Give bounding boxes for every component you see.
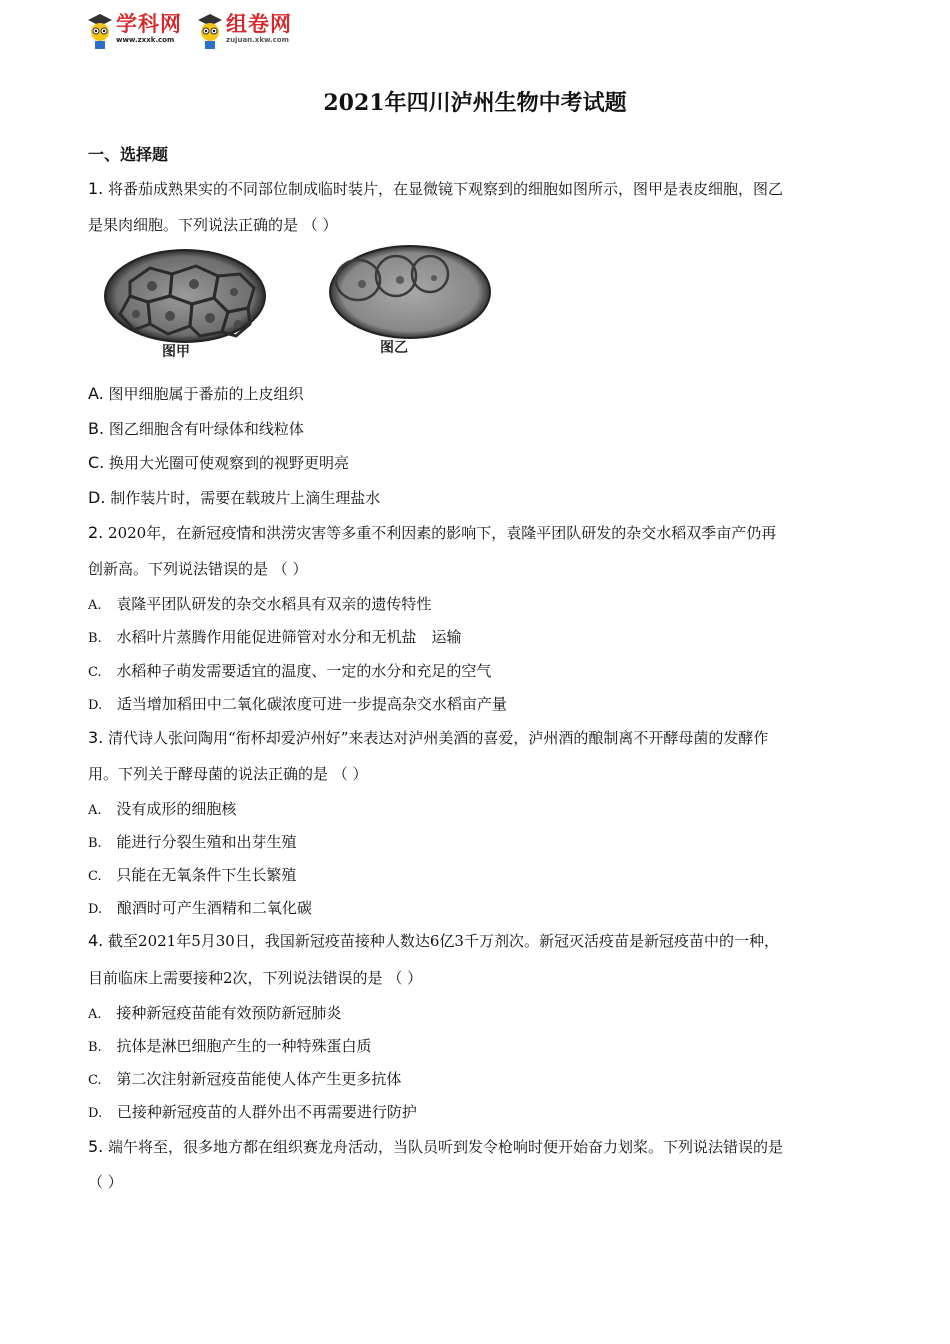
option-letter: C. [88,453,105,472]
option[interactable] [88,798,236,822]
section-heading: 一、选择题 [88,145,169,164]
option-text: 换用大光圈可使观察到的视野更明亮 [109,454,350,472]
option[interactable] [88,1035,371,1059]
question-line [88,967,422,989]
option-text: 制作装片时，需要在载玻片上滴生理盐水 [110,489,381,507]
question-line [88,214,338,236]
figure-caption-b: 图乙 [380,340,408,356]
option-letter: B. [88,419,105,438]
question-line [88,178,783,200]
question-text: 端午将至，很多地方都在组织赛龙舟活动，当队员听到发令枪响时便开始奋力划桨。下列说法错误的是 [108,1138,784,1156]
mascot-icon [86,12,114,50]
question-line [88,930,779,952]
question-number: 3. [88,728,104,747]
header-logos [86,12,292,56]
question-line [88,558,308,580]
option-text: 水稻种子萌发需要适宜的温度、一定的水分和充足的空气 [116,662,492,680]
figure-caption-a: 图甲 [162,344,190,360]
option-text: 水稻叶片蒸腾作用能促进筛管对水分和无机盐 运输 [116,628,462,646]
question-text: 目前临床上需要接种2次，下列说法错误的是 （ ） [88,969,423,987]
question-line [88,522,776,544]
option-text: 接种新冠疫苗能有效预防新冠肺炎 [116,1004,342,1022]
option-text: 没有成形的细胞核 [116,800,237,818]
question-text: 截至2021年5月30日，我国新冠疫苗接种人数达6亿3千万剂次。新冠灭活疫苗是新冠疫苗中的一种， [108,932,779,950]
option-letter: D. [88,698,103,713]
option-text: 图甲细胞属于番茄的上皮组织 [108,385,304,403]
option[interactable] [88,418,304,440]
option[interactable] [88,864,296,888]
question-text: 是果肉细胞。下列说法正确的是 （ ） [88,216,338,234]
option-letter: B. [88,1040,102,1055]
logo-url: www.zxxk.com [116,36,175,44]
option-text: 抗体是淋巴细胞产生的一种特殊蛋白质 [116,1037,372,1055]
option[interactable] [88,1002,341,1026]
option-letter: A. [88,1007,102,1022]
question-text: 用。下列关于酵母菌的说法正确的是 （ ） [88,765,368,783]
option[interactable] [88,626,461,650]
option[interactable] [88,897,312,921]
question-text: 将番茄成熟果实的不同部位制成临时装片，在显微镜下观察到的细胞如图所示，图甲是表皮细胞，图乙 [108,180,784,198]
question-text: 清代诗人张问陶用“衔杯却爱泸州好”来表达对泸州美酒的喜爱，泸州酒的酿制离不开酵母菌的发酵作 [108,729,769,747]
option-letter: C. [88,869,102,884]
option-text: 酿酒时可产生酒精和二氧化碳 [116,899,312,917]
logo-name: 学科网 [116,12,182,36]
option[interactable] [88,660,491,684]
option-text: 已接种新冠疫苗的人群外出不再需要进行防护 [116,1103,417,1121]
epidermis-cells-image [105,250,265,342]
logo-name: 组卷网 [226,12,292,36]
option[interactable] [88,383,304,405]
question-number: 1. [88,179,104,198]
zxxk-logo[interactable] [86,12,182,50]
zujuan-logo[interactable] [196,12,292,50]
option-letter: C. [88,1073,102,1088]
question-text: （ ） [88,1173,123,1191]
option-letter: A. [88,384,104,403]
option-letter: A. [88,803,102,818]
cell-micrograph-figure [100,244,500,362]
option-letter: B. [88,836,102,851]
question-line [88,1136,783,1158]
option-letter: B. [88,631,102,646]
option-text: 适当增加稻田中二氧化碳浓度可进一步提高杂交水稻亩产量 [116,695,507,713]
option-text: 能进行分裂生殖和出芽生殖 [116,833,297,851]
option[interactable] [88,1101,417,1125]
option[interactable] [88,452,349,474]
question-line [88,763,368,785]
question-line [88,1171,123,1193]
option-text: 只能在无氧条件下生长繁殖 [116,866,297,884]
pulp-cells-image [330,246,490,338]
question-number: 4. [88,931,104,950]
option-text: 袁隆平团队研发的杂交水稻具有双亲的遗传特性 [116,595,432,613]
question-number: 5. [88,1137,104,1156]
option[interactable] [88,1068,401,1092]
option[interactable] [88,693,507,717]
question-text: 创新高。下列说法错误的是 （ ） [88,560,308,578]
option-text: 图乙细胞含有叶绿体和线粒体 [108,420,304,438]
option-letter: A. [88,598,102,613]
option-letter: D. [88,1106,103,1121]
option[interactable] [88,487,380,509]
question-text: 2020年，在新冠疫情和洪涝灾害等多重不利因素的影响下，袁隆平团队研发的杂交水稻双季亩产仍再 [108,524,777,542]
question-line [88,727,768,749]
option-letter: D. [88,488,106,507]
option-letter: C. [88,665,102,680]
option-letter: D. [88,902,103,917]
page-title: 2021年四川泸州生物中考试题 [323,90,627,116]
option-text: 第二次注射新冠疫苗能使人体产生更多抗体 [116,1070,402,1088]
mascot-icon [196,12,224,50]
logo-url: zujuan.xkw.com [226,36,289,44]
option[interactable] [88,593,431,617]
question-number: 2. [88,523,104,542]
option[interactable] [88,831,296,855]
